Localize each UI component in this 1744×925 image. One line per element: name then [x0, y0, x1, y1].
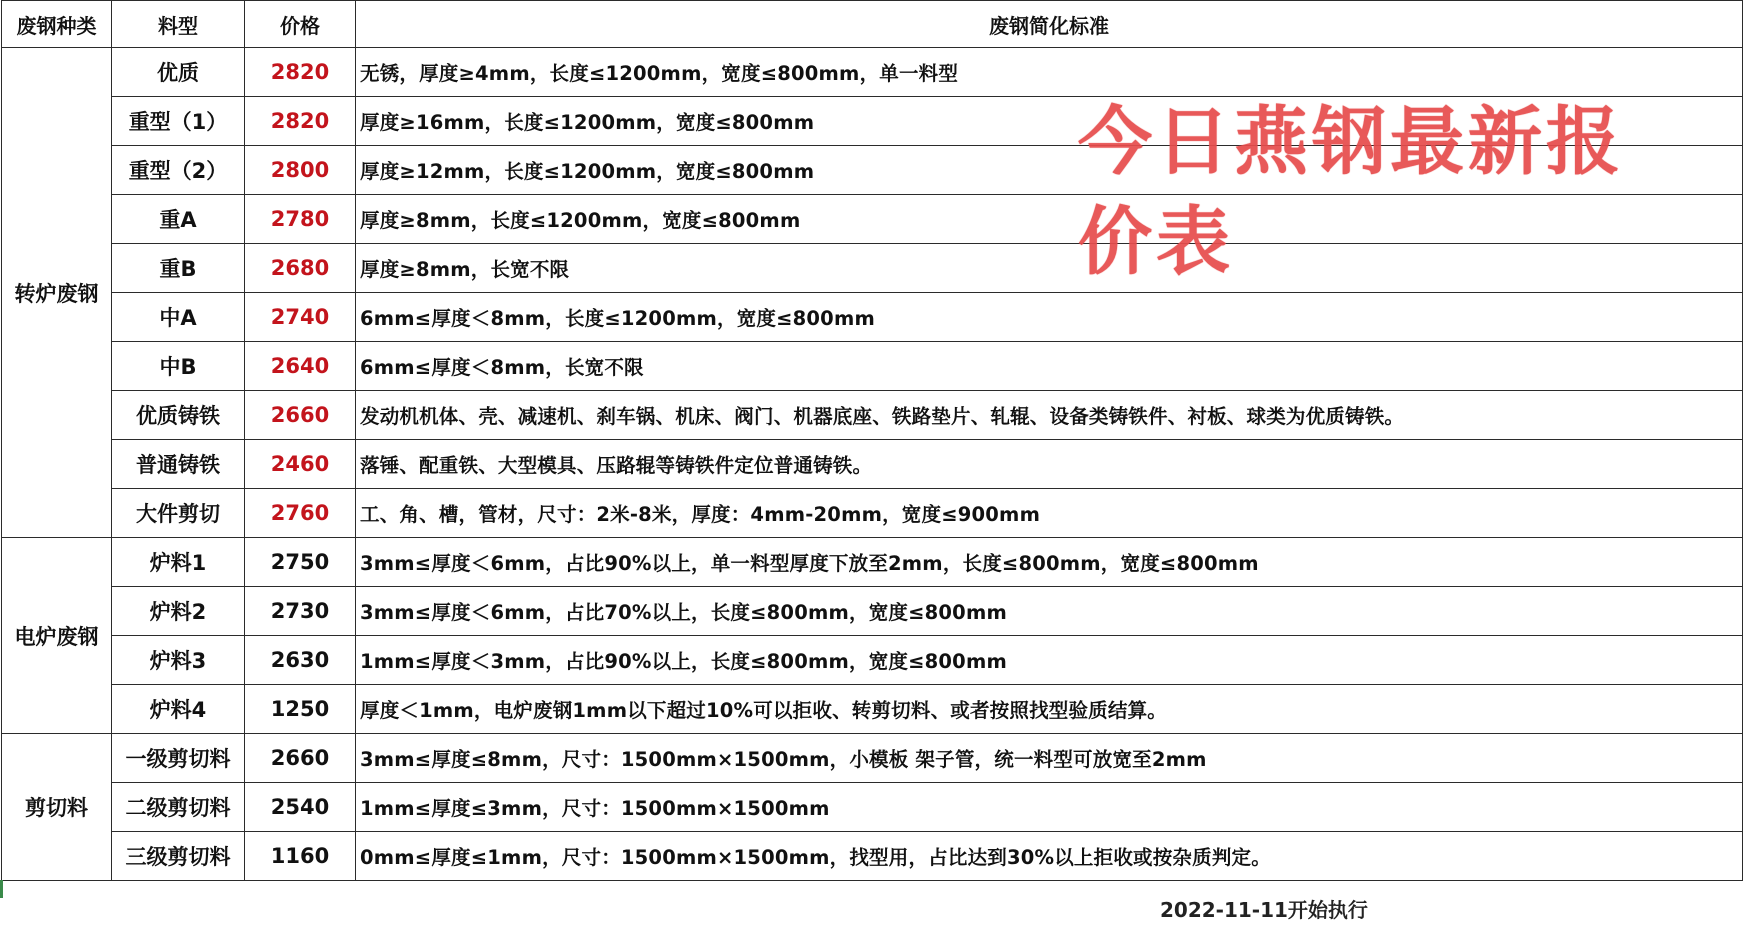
standard-cell: 0mm≤厚度≤1mm，尺寸：1500mm×1500mm，找型用，占比达到30%以上拒收或按杂质判定。 — [356, 832, 1743, 881]
price-cell: 1250 — [245, 685, 356, 734]
category-cell: 电炉废钢 — [2, 538, 112, 734]
green-edge-mark — [0, 880, 3, 898]
standard-cell: 6mm≤厚度＜8mm，长宽不限 — [356, 342, 1743, 391]
header-standard: 废钢简化标准 — [356, 1, 1743, 48]
price-cell: 2640 — [245, 342, 356, 391]
price-cell: 2540 — [245, 783, 356, 832]
effective-date: 2022-11-11开始执行 — [1160, 898, 1368, 922]
type-cell: 普通铸铁 — [112, 440, 245, 489]
type-cell: 一级剪切料 — [112, 734, 245, 783]
table-row — [2, 195, 1743, 244]
table-row — [2, 685, 1743, 734]
table-row — [2, 489, 1743, 538]
header-category: 废钢种类 — [2, 1, 112, 48]
table-row — [2, 783, 1743, 832]
watermark-line-2: 价表 — [1078, 199, 1234, 285]
table-row — [2, 734, 1743, 783]
standard-cell: 无锈，厚度≥4mm，长度≤1200mm，宽度≤800mm，单一料型 — [356, 48, 1743, 97]
type-cell: 炉料3 — [112, 636, 245, 685]
type-cell: 优质 — [112, 48, 245, 97]
standard-cell: 发动机机体、壳、减速机、刹车锅、机床、阀门、机器底座、铁路垫片、轧辊、设备类铸铁件、衬板、球类为优质铸铁。 — [356, 391, 1743, 440]
price-cell: 2800 — [245, 146, 356, 195]
category-cell: 剪切料 — [2, 734, 112, 881]
standard-cell: 3mm≤厚度＜6mm，占比90%以上，单一料型厚度下放至2mm，长度≤800mm，宽度≤800mm — [356, 538, 1743, 587]
type-cell: 炉料1 — [112, 538, 245, 587]
price-cell: 2730 — [245, 587, 356, 636]
header-type: 料型 — [112, 1, 245, 48]
standard-cell: 1mm≤厚度≤3mm，尺寸：1500mm×1500mm — [356, 783, 1743, 832]
price-cell: 1160 — [245, 832, 356, 881]
type-cell: 二级剪切料 — [112, 783, 245, 832]
price-cell: 2780 — [245, 195, 356, 244]
price-cell: 2680 — [245, 244, 356, 293]
price-cell: 2820 — [245, 97, 356, 146]
standard-cell: 厚度≥8mm，长度≤1200mm，宽度≤800mm — [356, 195, 1743, 244]
type-cell: 三级剪切料 — [112, 832, 245, 881]
price-cell: 2660 — [245, 391, 356, 440]
table-header-row — [2, 1, 1743, 48]
table-row — [2, 342, 1743, 391]
category-cell: 转炉废钢 — [2, 48, 112, 538]
type-cell: 炉料4 — [112, 685, 245, 734]
standard-cell: 落锤、配重铁、大型模具、压路辊等铸铁件定位普通铸铁。 — [356, 440, 1743, 489]
table-row — [2, 146, 1743, 195]
type-cell: 重型（2） — [112, 146, 245, 195]
table-row — [2, 48, 1743, 97]
watermark-line-1: 今日燕钢最新报 — [1078, 99, 1624, 185]
standard-cell: 工、角、槽，管材，尺寸：2米-8米，厚度：4mm-20mm，宽度≤900mm — [356, 489, 1743, 538]
table-row — [2, 538, 1743, 587]
type-cell: 中A — [112, 293, 245, 342]
scrap-price-table — [1, 0, 1743, 881]
type-cell: 炉料2 — [112, 587, 245, 636]
header-price: 价格 — [245, 1, 356, 48]
table-row — [2, 636, 1743, 685]
standard-cell: 厚度＜1mm，电炉废钢1mm以下超过10%可以拒收、转剪切料、或者按照找型验质结算。 — [356, 685, 1743, 734]
standard-cell: 厚度≥12mm，长度≤1200mm，宽度≤800mm — [356, 146, 1743, 195]
table-row — [2, 293, 1743, 342]
type-cell: 重A — [112, 195, 245, 244]
price-cell: 2630 — [245, 636, 356, 685]
type-cell: 优质铸铁 — [112, 391, 245, 440]
standard-cell: 6mm≤厚度＜8mm，长度≤1200mm，宽度≤800mm — [356, 293, 1743, 342]
type-cell: 中B — [112, 342, 245, 391]
table-row — [2, 587, 1743, 636]
standard-cell: 3mm≤厚度≤8mm，尺寸：1500mm×1500mm，小模板 架子管，统一料型可放宽至2mm — [356, 734, 1743, 783]
type-cell: 重型（1） — [112, 97, 245, 146]
standard-cell: 1mm≤厚度＜3mm，占比90%以上，长度≤800mm，宽度≤800mm — [356, 636, 1743, 685]
table-body — [2, 48, 1743, 881]
type-cell: 重B — [112, 244, 245, 293]
standard-cell: 厚度≥8mm，长宽不限 — [356, 244, 1743, 293]
price-cell: 2760 — [245, 489, 356, 538]
price-cell: 2740 — [245, 293, 356, 342]
table-row — [2, 440, 1743, 489]
table-row — [2, 832, 1743, 881]
price-cell: 2820 — [245, 48, 356, 97]
type-cell: 大件剪切 — [112, 489, 245, 538]
table-row — [2, 97, 1743, 146]
price-cell: 2660 — [245, 734, 356, 783]
standard-cell: 3mm≤厚度＜6mm，占比70%以上，长度≤800mm，宽度≤800mm — [356, 587, 1743, 636]
table-row — [2, 244, 1743, 293]
price-cell: 2460 — [245, 440, 356, 489]
table-row — [2, 391, 1743, 440]
standard-cell: 厚度≥16mm，长度≤1200mm，宽度≤800mm — [356, 97, 1743, 146]
price-cell: 2750 — [245, 538, 356, 587]
